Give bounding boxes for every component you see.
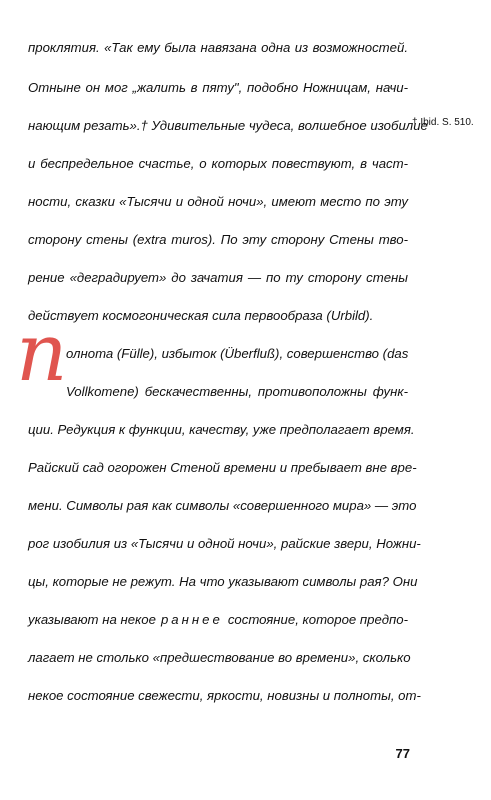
text-line: ности, сказки «Тысячи и одной ночи», имеют место по эту — [28, 194, 408, 209]
drop-cap-letter: п — [16, 322, 68, 392]
text-line: и беспредельное счастье, о которых повествуют, в част- — [28, 156, 408, 171]
text-line: олнота (Fülle), избыток (Überfluß), совершенство (das — [66, 346, 409, 361]
text-line: нающим резать».† Удивительные чудеса, волшебное изобилие — [28, 118, 428, 133]
emphasized-word: раннее — [160, 612, 223, 627]
text-line: рог изобилия из «Тысячи и одной ночи», райские звери, Ножни- — [28, 536, 421, 551]
text-line: мени. Символы рая как символы «совершенного мира» — это — [28, 498, 417, 513]
text-fragment: состояние, которое предпо- — [227, 612, 408, 627]
text-line: рение «деградирует» до зачатия — по ту сторону стены — [28, 270, 408, 285]
text-fragment: указывают на некое — [28, 612, 156, 627]
footnote: † Ibid. S. 510. — [412, 117, 474, 128]
text-line: проклятия. «Так ему была навязана одна из возможностей. — [28, 40, 408, 55]
text-line — [28, 610, 408, 630]
text-line: некое состояние свежести, яркости, новизны и полноты, от- — [28, 688, 421, 703]
text-line: Vollkomene) бескачественны, противоположны функ- — [66, 384, 408, 399]
text-line: Отныне он мог „жалить в пяту", подобно Ножницам, начи- — [28, 80, 408, 95]
text-line: сторону стены (extra muros). По эту сторону Стены тво- — [28, 232, 408, 247]
page-number: 77 — [395, 746, 410, 761]
text-line: ции. Редукция к функции, качеству, уже предполагает время. — [28, 422, 415, 437]
text-line: Райский сад огорожен Стеной времени и пребывает вне вре- — [28, 460, 417, 475]
text-line: лагает не столько «предшествование во времени», сколько — [28, 650, 411, 665]
text-line: действует космогоническая сила первообраза (Urbild). — [28, 308, 374, 323]
text-line: цы, которые не режут. На что указывают символы рая? Они — [28, 574, 418, 589]
